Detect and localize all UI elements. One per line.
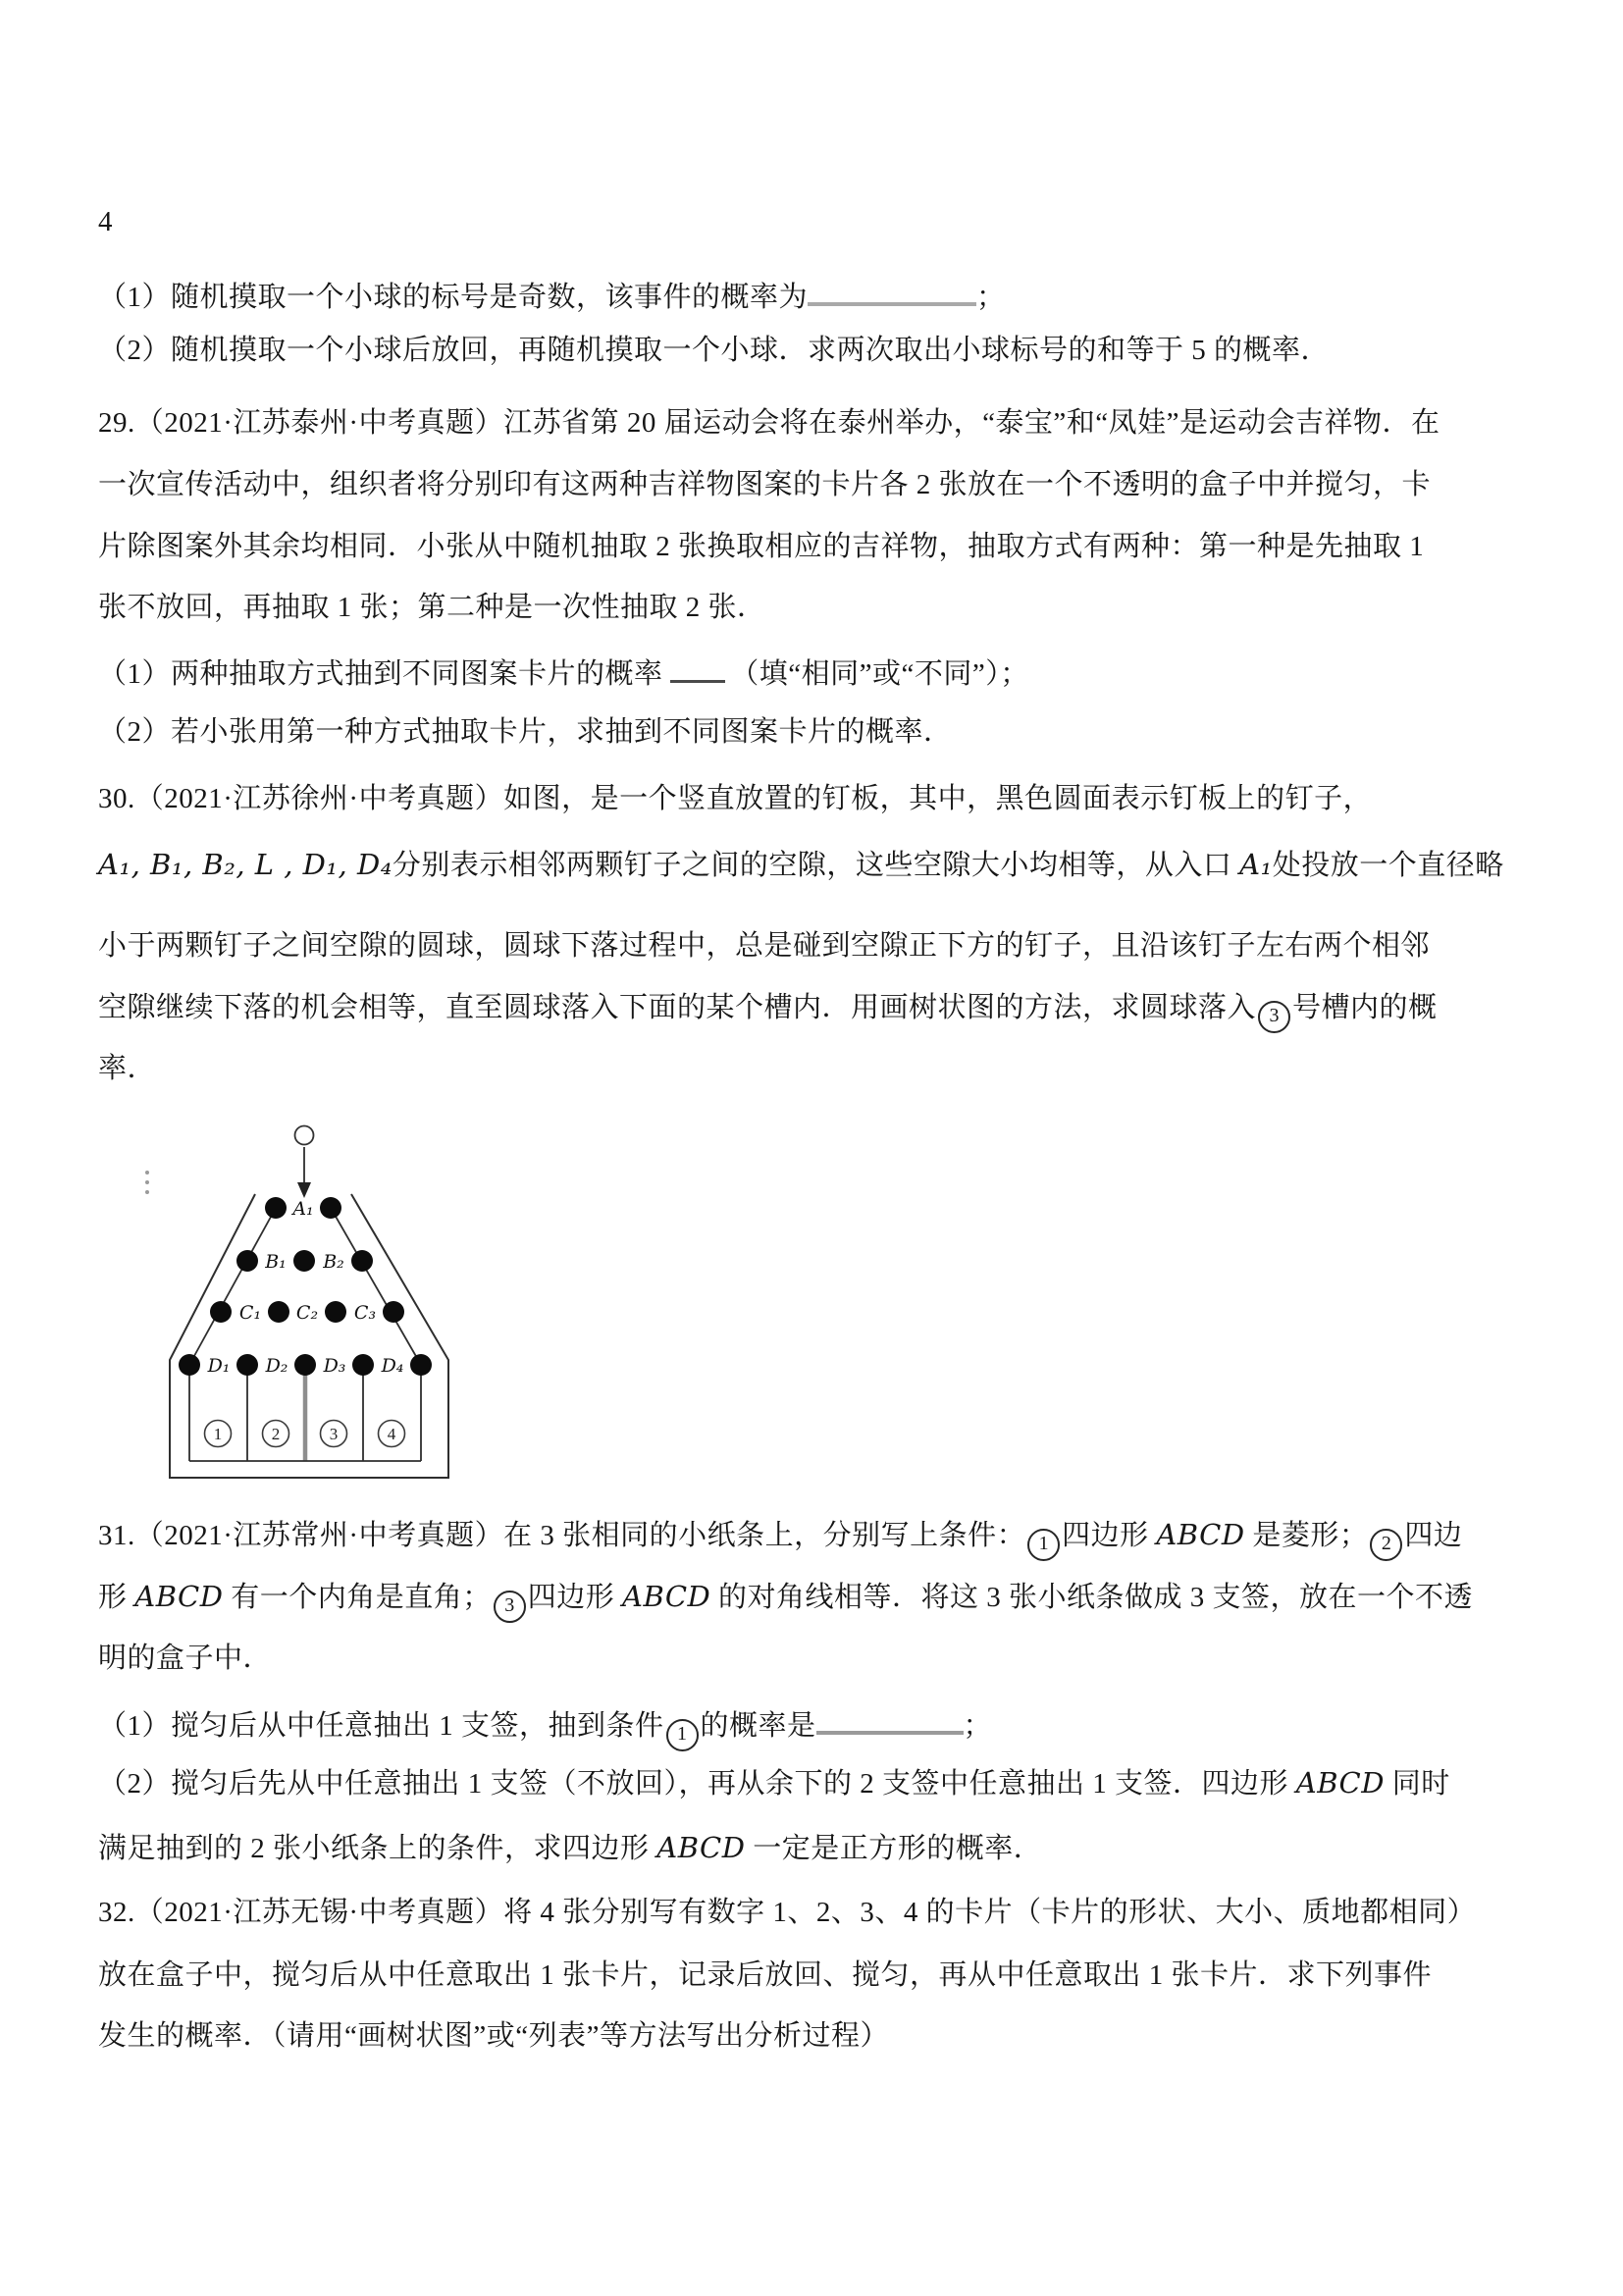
q31-part1-line (98, 1701, 992, 1751)
gap-label-c2: C₂ (295, 1302, 319, 1324)
text-run: 形 (98, 1582, 135, 1613)
q31-part2-line (98, 1764, 1450, 1802)
ball-icon (295, 1126, 314, 1145)
nail-dot (265, 1197, 287, 1219)
board-outer-wall (170, 1194, 448, 1478)
text-run: 的概率是 (700, 1710, 816, 1742)
gap-label-a1: A₁ (292, 1198, 314, 1220)
q29-part2-line (98, 713, 953, 751)
text-run: 29.（2021·江苏泰州·中考真题）江苏省第 20 届运动会将在泰州举办，“泰宝”和“凤娃”是运动会吉祥物．在 (98, 407, 1440, 439)
vertical-ellipsis-mark (145, 1190, 149, 1194)
text-run: 四边形 (527, 1582, 623, 1613)
nail-dot (294, 1354, 316, 1376)
q30-line (98, 1050, 156, 1087)
nail-dot (320, 1197, 341, 1219)
q29-line (98, 404, 1440, 442)
gap-label-b2: B₂ (323, 1251, 344, 1273)
circled-number: 3 (494, 1591, 526, 1623)
text-run: （1）搅匀后从中任意抽出 1 支签，抽到条件 (98, 1710, 664, 1742)
q29-part1-line (98, 651, 1029, 693)
text-run: 30.（2021·江苏徐州·中考真题）如图，是一个竖直放置的钉板，其中，黑色圆面表示钉板上的钉子， (98, 783, 1373, 814)
text-run: （1）随机摸取一个小球的标号是奇数，该事件的概率为 (98, 282, 809, 313)
q29-line (98, 528, 1424, 565)
q30-line (98, 780, 1372, 817)
nail-dot (210, 1301, 232, 1323)
answer-blank (670, 651, 725, 683)
text-run: 是菱形； (1244, 1520, 1369, 1551)
q29-line (98, 589, 766, 626)
text-run: 号槽内的概 (1292, 992, 1438, 1023)
page-number: 4 (98, 206, 113, 237)
gap-label-d1: D₁ (207, 1355, 231, 1377)
text-run: （2）随机摸取一个小球后放回，再随机摸取一个小球．求两次取出小球标号的和等于 5 的概率． (98, 335, 1331, 366)
text-run: （2）搅匀后先从中任意抽出 1 支签（不放回），再从余下的 2 支签中任意抽出 1 支签．四边形 (98, 1768, 1296, 1800)
slot-number: 3 (329, 1425, 339, 1443)
nail-dot (410, 1354, 432, 1376)
q31-line (98, 1578, 1473, 1623)
text-run: 一次宣传活动中，组织者将分别印有这两种吉祥物图案的卡片各 2 张放在一个不透明的盒子中并搅匀，卡 (98, 469, 1432, 500)
gap-label-c3: C₃ (353, 1302, 377, 1324)
text-run: 片除图案外其余均相同．小张从中随机抽取 2 张换取相应的吉祥物，抽取方式有两种：第一种是先抽取 1 (98, 531, 1425, 562)
text-run: 同时 (1385, 1768, 1450, 1800)
answer-blank (808, 273, 976, 306)
math-run: ABCD (1295, 1766, 1385, 1800)
drop-arrow-head (297, 1182, 311, 1198)
nail-dot (352, 1354, 374, 1376)
q32-line (98, 1894, 1476, 1931)
q31-part2-line (98, 1829, 1042, 1867)
nail-dot (325, 1301, 346, 1323)
gap-label-d2: D₂ (265, 1355, 288, 1377)
circled-number: 1 (1027, 1529, 1060, 1561)
text-run: 有一个内角是直角； (223, 1582, 492, 1613)
board-inner-wall-left (189, 1208, 276, 1365)
vertical-ellipsis-mark (145, 1180, 149, 1184)
text-run: 率． (98, 1053, 157, 1084)
text-run: 分别表示相邻两颗钉子之间的空隙，这些空隙大小均相等，从入口 (392, 850, 1240, 881)
gap-label-d3: D₃ (323, 1355, 346, 1377)
text-run: 满足抽到的 2 张小纸条上的条件，求四边形 (98, 1833, 657, 1864)
nail-dot (293, 1250, 315, 1272)
text-run: 四边形 (1062, 1520, 1157, 1551)
text-run: （填“相同”或“不同”）； (730, 658, 1029, 690)
q32-line (98, 2017, 889, 2055)
math-run: ABCD (656, 1831, 746, 1864)
text-run: 一定是正方形的概率． (745, 1833, 1043, 1864)
nail-dot (383, 1301, 404, 1323)
q32-line (98, 1957, 1432, 1994)
text-run: 四边 (1404, 1520, 1463, 1551)
text-run: 小于两颗钉子之间空隙的圆球，圆球下落过程中，总是碰到空隙正下方的钉子，且沿该钉子左右两个相邻 (98, 930, 1431, 962)
nail-dot (236, 1354, 258, 1376)
text-run: （1）两种抽取方式抽到不同图案卡片的概率 (98, 658, 671, 690)
circled-number: 1 (666, 1719, 699, 1751)
text-run: 张不放回，再抽取 1 张；第二种是一次性抽取 2 张． (98, 592, 766, 623)
text-run: 的对角线相等．将这 3 张小纸条做成 3 支签，放在一个不透 (710, 1582, 1474, 1613)
math-run: A₁ (1239, 848, 1273, 881)
nail-dot (236, 1250, 258, 1272)
text-run: 发生的概率．（请用“画树状图”或“列表”等方法写出分析过程） (98, 2020, 889, 2052)
gap-label-d4: D₄ (381, 1355, 404, 1377)
q30-line (98, 927, 1430, 965)
text-run: 空隙继续下落的机会相等，直至圆球落入下面的某个槽内．用画树状图的方法，求圆球落入 (98, 992, 1257, 1023)
text-run: 31.（2021·江苏常州·中考真题）在 3 张相同的小纸条上，分别写上条件： (98, 1520, 1026, 1551)
text-run: ； (976, 282, 1006, 313)
text-run: 明的盒子中． (98, 1643, 273, 1674)
circled-number: 3 (1258, 1001, 1290, 1033)
board-inner-wall-right (331, 1208, 421, 1365)
galton-board-svg (96, 1104, 461, 1508)
text-run: 32.（2021·江苏无锡·中考真题）将 4 张分别写有数字 1、2、3、4 的卡片（卡片的形状、大小、质地都相同） (98, 1897, 1477, 1928)
text-run: 放在盒子中，搅匀后从中任意取出 1 张卡片，记录后放回、搅匀，再从中任意取出 1 张卡片．求下列事件 (98, 1959, 1433, 1991)
q30-line (98, 846, 1504, 884)
nail-dot (179, 1354, 200, 1376)
slot-number: 1 (213, 1425, 223, 1443)
math-run: ABCD (1156, 1518, 1245, 1551)
q31-line (98, 1516, 1462, 1561)
q29-line (98, 466, 1431, 503)
q28-part1-line (98, 273, 1006, 316)
vertical-ellipsis-mark (145, 1171, 149, 1174)
math-run: A₁, B₁, B₂, L , D₁, D₄ (98, 848, 393, 881)
text-run: 处投放一个直径略 (1272, 850, 1504, 881)
q31-line (98, 1640, 272, 1677)
circled-number: 2 (1370, 1529, 1402, 1561)
nail-dot (268, 1301, 289, 1323)
slot-number: 4 (387, 1425, 396, 1443)
math-run: ABCD (134, 1580, 224, 1613)
q28-part2-line (98, 332, 1330, 369)
slot-number: 2 (271, 1425, 281, 1443)
text-run: ； (963, 1710, 993, 1742)
text-run: （2）若小张用第一种方式抽取卡片，求抽到不同图案卡片的概率． (98, 716, 953, 748)
q30-line (98, 989, 1438, 1033)
gap-label-b1: B₁ (265, 1251, 287, 1273)
galton-board-figure (96, 1104, 461, 1508)
answer-blank (816, 1701, 964, 1735)
gap-label-c1: C₁ (238, 1302, 262, 1324)
math-run: ABCD (622, 1580, 711, 1613)
nail-dot (351, 1250, 373, 1272)
